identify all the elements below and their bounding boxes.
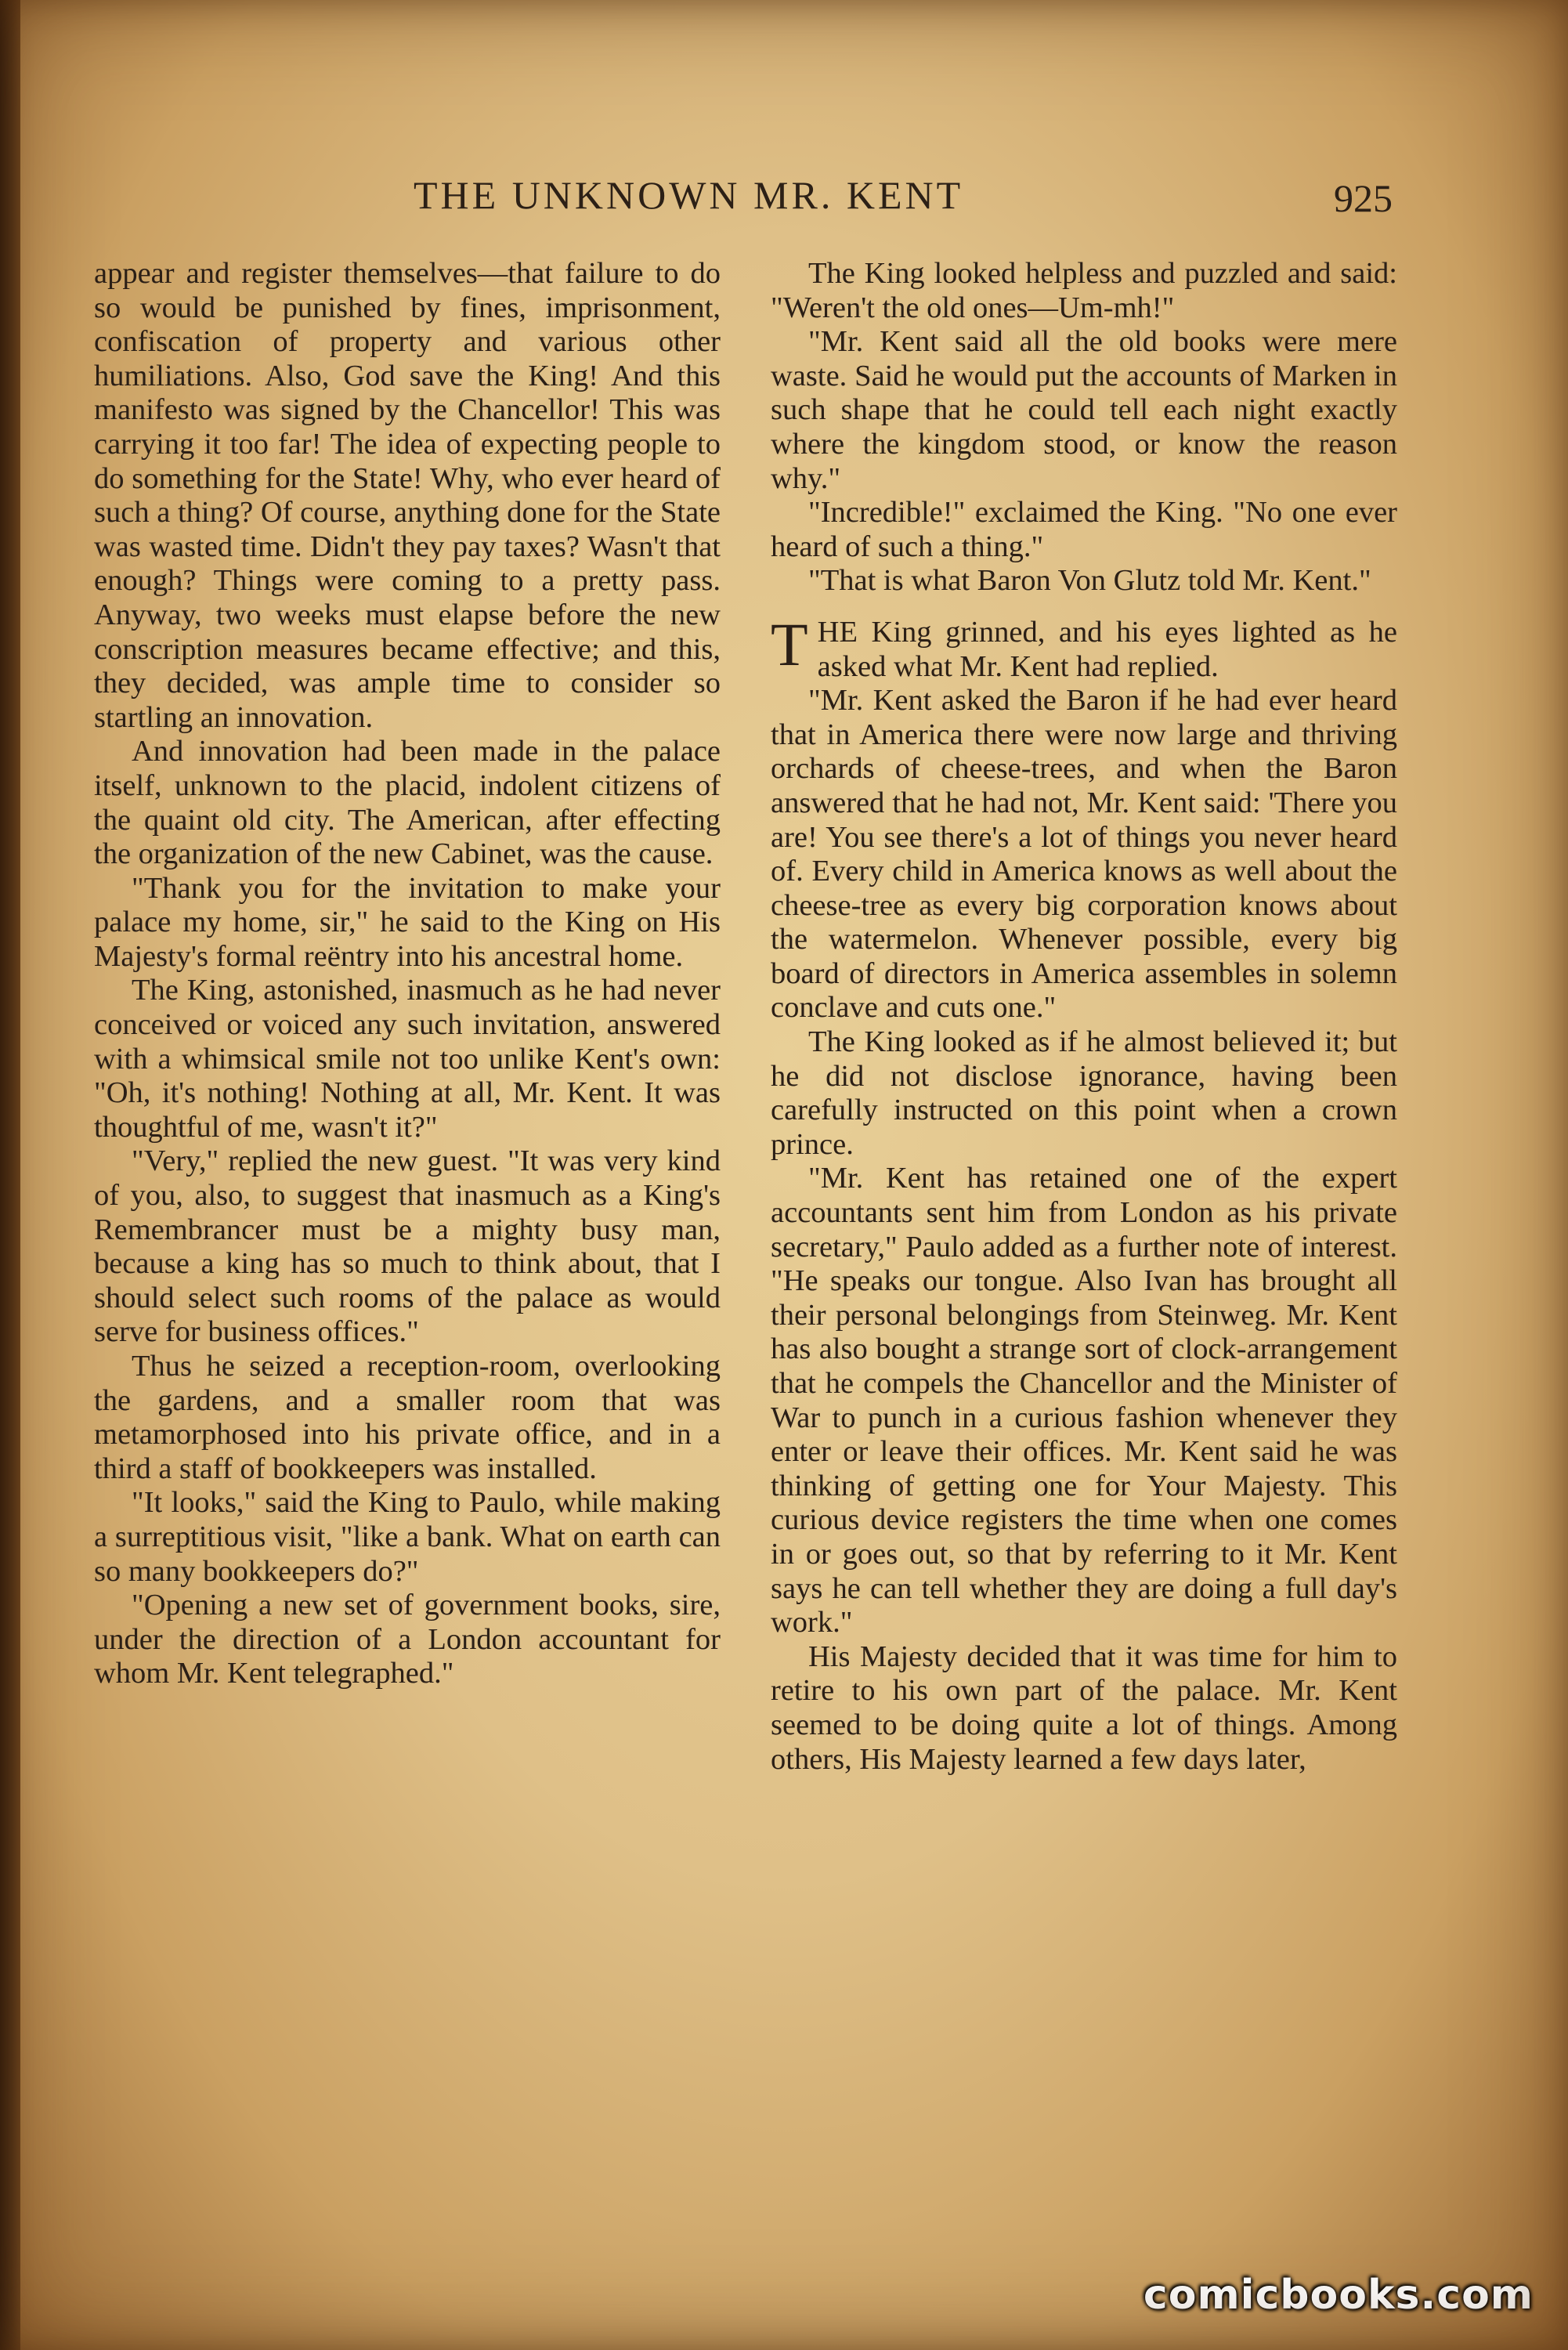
- page-number: 925: [1334, 176, 1393, 220]
- site-watermark: comicbooks.com: [1143, 2272, 1534, 2319]
- right-column: [771, 257, 1397, 1777]
- drop-cap: T: [771, 609, 808, 678]
- paragraph: The King, astonished, inasmuch as he had never conceived or voiced any such invitation, answered with a whimsical smile not too unlike Kent's own: "Oh, it's nothing! Nothing at all, Mr. Kent. It was thoughtful of me, wasn't it?": [94, 974, 721, 1144]
- paragraph: "Opening a new set of government books, sire, under the direction of a London accountant for whom Mr. Kent telegraphed.": [94, 1589, 721, 1690]
- paragraph: And innovation had been made in the palace itself, unknown to the placid, indolent citizens of the quaint old city. The American, after effecting the organization of the new Cabinet, was the cause.: [94, 735, 721, 871]
- paragraph: "Mr. Kent asked the Baron if he had ever heard that in America there were now large and thriving orchards of cheese-trees, and when the Baron answered that he had not, Mr. Kent said: 'There you are! You see there's a lot of things you never heard of. Every child in America knows as well about the cheese-tree as every big corporation knows about the watermelon. Whenever possible, every big board of directors in America assembles in solemn conclave and cuts one.": [771, 684, 1397, 1025]
- paragraph: The King looked helpless and puzzled and said: "Weren't the old ones—Um-mh!": [771, 257, 1397, 324]
- paragraph: Thus he seized a reception-room, overlooking the gardens, and a smaller room that was metamorphosed into his private office, and in a third a staff of bookkeepers was installed.: [94, 1350, 721, 1485]
- paragraph: "Very," replied the new guest. "It was very kind of you, also, to suggest that inasmuch as a King's Remembrancer must be a mighty busy man, because a king has so much to think about, that I should select such rooms of the palace as would serve for business offices.": [94, 1144, 721, 1349]
- paragraph: "It looks," said the King to Paulo, while making a surreptitious visit, "like a bank. What on earth can so many bookkeepers do?": [94, 1486, 721, 1588]
- paragraph: appear and register themselves—that failure to do so would be punished by fines, imprisonment, confiscation of property and various other humiliations. Also, God save the King! And this manifesto was signed by the Chancellor! This was carrying it too far! The idea of expecting people to do something for the State! Why, who ever heard of such a thing? Of course, anything done for the State was wasted time. Didn't they pay taxes? Wasn't that enough? Things were coming to a pretty pass. Anyway, two weeks must elapse before the new conscription measures became effective; and this, they decided, was ample time to consider so startling an innovation.: [94, 257, 721, 734]
- running-title: THE UNKNOWN MR. KENT: [414, 173, 964, 217]
- paragraph: "Incredible!" exclaimed the King. "No one ever heard of such a thing.": [771, 496, 1397, 563]
- paragraph: The King looked as if he almost believed it; but he did not disclose ignorance, having been carefully instructed on this point when a crown prince.: [771, 1025, 1397, 1161]
- paragraph: "That is what Baron Von Glutz told Mr. Kent.": [808, 564, 1371, 598]
- section-opening-paragraph: [771, 609, 1397, 684]
- running-header: [92, 172, 1393, 227]
- paragraph: "Mr. Kent has retained one of the expert accountants sent him from London as his private secretary," Paulo added as a further note of interest. "He speaks our tongue. Also Ivan has brought all their personal belongings from Steinweg. Mr. Kent has also bought a strange sort of clock-arrangement that he compels the Chancellor and the Minister of War to punch in a curious fashion whenever they enter or leave their offices. Mr. Kent said he was thinking of getting one for Your Majesty. This curious device registers the time when one comes in or goes out, so that by referring to it Mr. Kent says he can tell whether they are doing a full day's work.": [771, 1162, 1397, 1640]
- drop-cap-paragraph-text: HE King grinned, and his eyes lighted as he asked what Mr. Kent had replied.: [817, 615, 1397, 683]
- left-column: [94, 257, 721, 1691]
- paragraph: "Thank you for the invitation to make your palace my home, sir," he said to the King on His Majesty's formal reëntry into his ancestral home.: [94, 871, 721, 973]
- paragraph: "Mr. Kent said all the old books were mere waste. Said he would put the accounts of Marken in such shape that he could tell each night exactly where the kingdom stood, or know the reason why.": [771, 325, 1397, 495]
- page-binding-edge: [0, 0, 20, 2350]
- paragraph: His Majesty decided that it was time for him to retire to his own part of the palace. Mr. Kent seemed to be doing quite a lot of things. Among others, His Majesty learned a few days later,: [771, 1640, 1397, 1776]
